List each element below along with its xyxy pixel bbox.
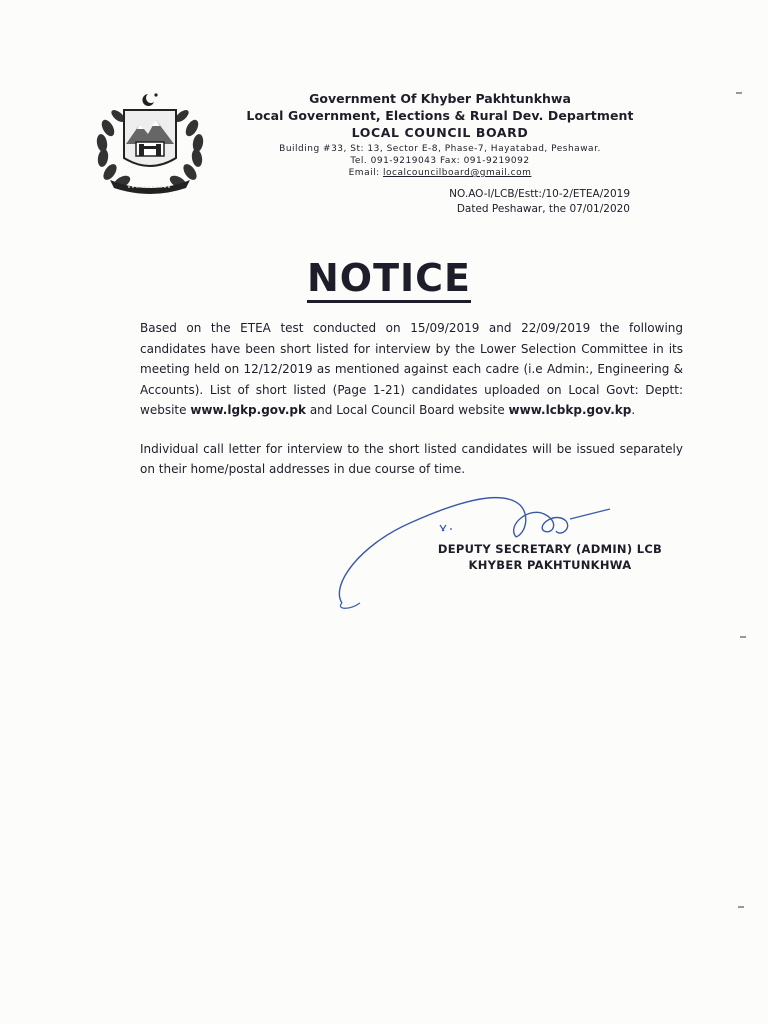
kp-government-seal-logo xyxy=(90,88,210,198)
paragraph-shortlist-text-a: Based on the ETEA test conducted on 15/09/2019 and 22/09/2019 the following candidates have been short listed for interview by the Lower Selection Committee in its meeting held on 12/12/2019 as mentioned against each cadre (i.e Admin:, Engineering & Accounts). List of short listed (Page 1-21) candidates uploaded on Local Govt: Deptt: website xyxy=(140,321,683,417)
letterhead xyxy=(0,0,768,230)
email-label: Email: xyxy=(348,168,380,178)
lgkp-website: www.lgkp.gov.pk xyxy=(190,403,306,417)
notice-body xyxy=(140,318,683,498)
paragraph-call-letter: Individual call letter for interview to the short listed candidates will be issued separately on their home/postal addresses in due course of time. xyxy=(140,441,683,476)
paragraph-shortlist-text-b: and Local Council Board website xyxy=(306,403,509,417)
lcbkp-website: www.lcbkp.gov.kp xyxy=(508,403,632,417)
notice-title xyxy=(0,256,768,303)
organization-header xyxy=(230,90,650,179)
signatory-title: DEPUTY SECRETARY (ADMIN) LCB xyxy=(437,542,663,556)
scan-speck xyxy=(740,636,746,638)
phone-fax-line: Tel. 091-9219043 Fax: 091-9219092 xyxy=(350,156,530,166)
paragraph-shortlist xyxy=(140,318,683,421)
scan-speck xyxy=(736,92,742,94)
notice-heading: NOTICE xyxy=(307,258,471,303)
signatory-province: KHYBER PAKHTUNKHWA xyxy=(468,558,632,572)
reference-number: NO.AO-I/LCB/Estt:/10-2/ETEA/2019 xyxy=(449,188,630,200)
signatory-block xyxy=(400,541,700,573)
address-line: Building #33, St: 13, Sector E-8, Phase-7, Hayatabad, Peshawar. xyxy=(279,144,601,154)
paragraph-shortlist-text-c: . xyxy=(631,403,636,417)
reference-block xyxy=(420,187,630,217)
email-line xyxy=(230,167,650,179)
government-name: Government Of Khyber Pakhtunkhwa xyxy=(309,91,571,106)
seal-emblem-icon xyxy=(90,88,210,198)
department-name: Local Government, Elections & Rural Dev. Department xyxy=(246,108,634,123)
reference-date: Dated Peshawar, the 07/01/2020 xyxy=(456,203,630,215)
board-name: LOCAL COUNCIL BOARD xyxy=(351,125,529,140)
email-address: localcouncilboard@gmail.com xyxy=(383,168,532,178)
scan-speck xyxy=(738,906,744,908)
